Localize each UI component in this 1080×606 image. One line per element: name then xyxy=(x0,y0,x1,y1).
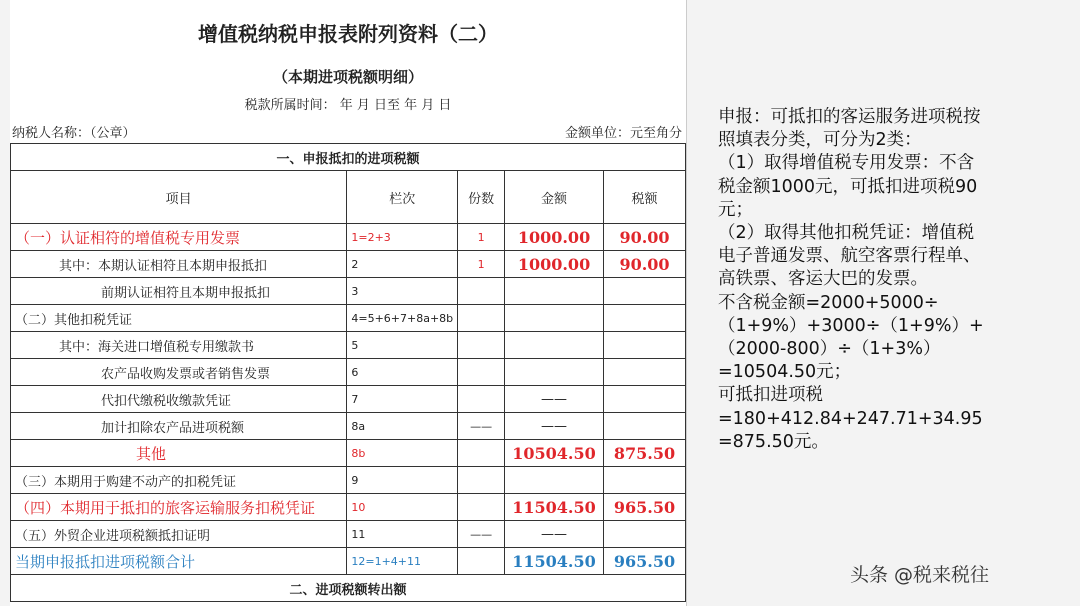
spreadsheet xyxy=(10,0,687,606)
note-line: 申报：可抵扣的客运服务进项税按 xyxy=(718,107,981,127)
section-header-1: 一、申报抵扣的进项税额 xyxy=(11,144,686,171)
header-amount: 金额 xyxy=(505,171,604,224)
tax-cell: 965.50 xyxy=(603,494,685,521)
item-cell: （二）其他扣税凭证 xyxy=(11,305,347,332)
item-cell: （五）外贸企业进项税额抵扣证明 xyxy=(11,521,347,548)
note-line: 税金额1000元，可抵扣进项税90 xyxy=(718,176,978,197)
amount-cell: 1000.00 xyxy=(505,251,604,278)
watermark: 头条 @税来税往 xyxy=(850,564,990,586)
header-code: 栏次 xyxy=(347,171,458,224)
code-cell: 6 xyxy=(347,359,458,386)
count-cell xyxy=(458,332,505,359)
code-cell: 9 xyxy=(347,467,458,494)
table-row xyxy=(11,548,686,575)
item-cell: （一）认证相符的增值税专用发票 xyxy=(11,224,347,251)
code-cell: 4=5+6+7+8a+8b xyxy=(347,305,458,332)
count-cell xyxy=(458,305,505,332)
item-cell: （四）本期用于抵扣的旅客运输服务扣税凭证 xyxy=(11,494,347,521)
item-cell: 加计扣除农产品进项税额 xyxy=(11,413,347,440)
code-cell: 10 xyxy=(347,494,458,521)
note-line: 照填表分类，可分为2类： xyxy=(718,130,922,151)
item-cell: 前期认证相符且本期申报抵扣 xyxy=(11,278,347,305)
input-tax-table xyxy=(10,143,686,602)
note-line: （1+9%）+3000÷（1+9%）+ xyxy=(718,315,984,336)
note-line: 可抵扣进项税 xyxy=(718,385,823,406)
item-cell: 其中：海关进口增值税专用缴款书 xyxy=(11,332,347,359)
code-cell: 8b xyxy=(347,440,458,467)
tax-cell xyxy=(603,332,685,359)
item-cell: 其中：本期认证相符且本期申报抵扣 xyxy=(11,251,347,278)
header-item: 项目 xyxy=(11,171,347,224)
table-row xyxy=(11,494,686,521)
note-line: （2000-800）÷（1+3%） xyxy=(718,339,941,360)
note-line: （1）取得增值税专用发票：不含 xyxy=(718,153,975,174)
form-subtitle: （本期进项税额明细） xyxy=(272,68,423,86)
table-row xyxy=(11,440,686,467)
count-cell: —— xyxy=(458,413,505,440)
note-line: （2）取得其他扣税凭证：增值税 xyxy=(718,223,975,244)
table-row xyxy=(11,224,686,251)
table-row xyxy=(11,359,686,386)
amount-cell: —— xyxy=(505,521,604,548)
item-cell: （三）本期用于购建不动产的扣税凭证 xyxy=(11,467,347,494)
count-cell xyxy=(458,467,505,494)
code-cell: 2 xyxy=(347,251,458,278)
amount-cell xyxy=(505,332,604,359)
code-cell: 7 xyxy=(347,386,458,413)
amount-cell: 10504.50 xyxy=(505,440,604,467)
amount-unit: 金额单位：元至角分 xyxy=(564,126,682,141)
amount-cell: 11504.50 xyxy=(505,494,604,521)
table-row xyxy=(11,467,686,494)
count-cell: 1 xyxy=(458,224,505,251)
tax-cell xyxy=(603,467,685,494)
amount-cell xyxy=(505,359,604,386)
item-cell: 代扣代缴税收缴款凭证 xyxy=(11,386,347,413)
note-line: 元； xyxy=(718,199,753,220)
tax-cell: 90.00 xyxy=(603,251,685,278)
amount-cell: 1000.00 xyxy=(505,224,604,251)
count-cell xyxy=(458,278,505,305)
section-header-2: 二、进项税额转出额 xyxy=(11,575,686,602)
code-cell: 1=2+3 xyxy=(347,224,458,251)
form-title: 增值税纳税申报表附列资料（二） xyxy=(198,22,498,46)
explanation-note xyxy=(718,106,1058,454)
table-row xyxy=(11,386,686,413)
amount-cell: —— xyxy=(505,386,604,413)
taxpayer-name: 纳税人名称：（公章） xyxy=(12,126,136,141)
amount-cell xyxy=(505,467,604,494)
table-row xyxy=(11,278,686,305)
note-line: 不含税金额=2000+5000÷ xyxy=(718,292,939,313)
code-cell: 5 xyxy=(347,332,458,359)
tax-cell xyxy=(603,359,685,386)
note-line: =180+412.84+247.71+34.95 xyxy=(718,408,983,429)
tax-cell: 90.00 xyxy=(603,224,685,251)
item-cell: 当期申报抵扣进项税额合计 xyxy=(11,548,347,575)
note-line: 高铁票、客运大巴的发票。 xyxy=(718,269,928,290)
tax-cell xyxy=(603,278,685,305)
tax-cell xyxy=(603,413,685,440)
count-cell xyxy=(458,548,505,575)
amount-cell: 11504.50 xyxy=(505,548,604,575)
count-cell: 1 xyxy=(458,251,505,278)
item-cell: 其他 xyxy=(11,440,347,467)
tax-cell xyxy=(603,386,685,413)
item-cell: 农产品收购发票或者销售发票 xyxy=(11,359,347,386)
amount-cell xyxy=(505,278,604,305)
code-cell: 11 xyxy=(347,521,458,548)
header-count: 份数 xyxy=(458,171,505,224)
code-cell: 8a xyxy=(347,413,458,440)
table-row xyxy=(11,305,686,332)
tax-cell: 965.50 xyxy=(603,548,685,575)
count-cell xyxy=(458,359,505,386)
table-row xyxy=(11,521,686,548)
tax-cell xyxy=(603,521,685,548)
code-cell: 3 xyxy=(347,278,458,305)
note-line: =875.50元。 xyxy=(718,431,829,452)
table-row xyxy=(11,332,686,359)
table-row xyxy=(11,251,686,278)
count-cell xyxy=(458,386,505,413)
amount-cell: —— xyxy=(505,413,604,440)
note-line: =10504.50元； xyxy=(718,362,852,383)
tax-cell xyxy=(603,305,685,332)
count-cell: —— xyxy=(458,521,505,548)
count-cell xyxy=(458,440,505,467)
amount-cell xyxy=(505,305,604,332)
tax-period: 税款所属时间： 年 月 日至 年 月 日 xyxy=(244,98,452,113)
note-line: 电子普通发票、航空客票行程单、 xyxy=(718,246,981,267)
header-tax: 税额 xyxy=(603,171,685,224)
table-row xyxy=(11,413,686,440)
tax-cell: 875.50 xyxy=(603,440,685,467)
count-cell xyxy=(458,494,505,521)
code-cell: 12=1+4+11 xyxy=(347,548,458,575)
